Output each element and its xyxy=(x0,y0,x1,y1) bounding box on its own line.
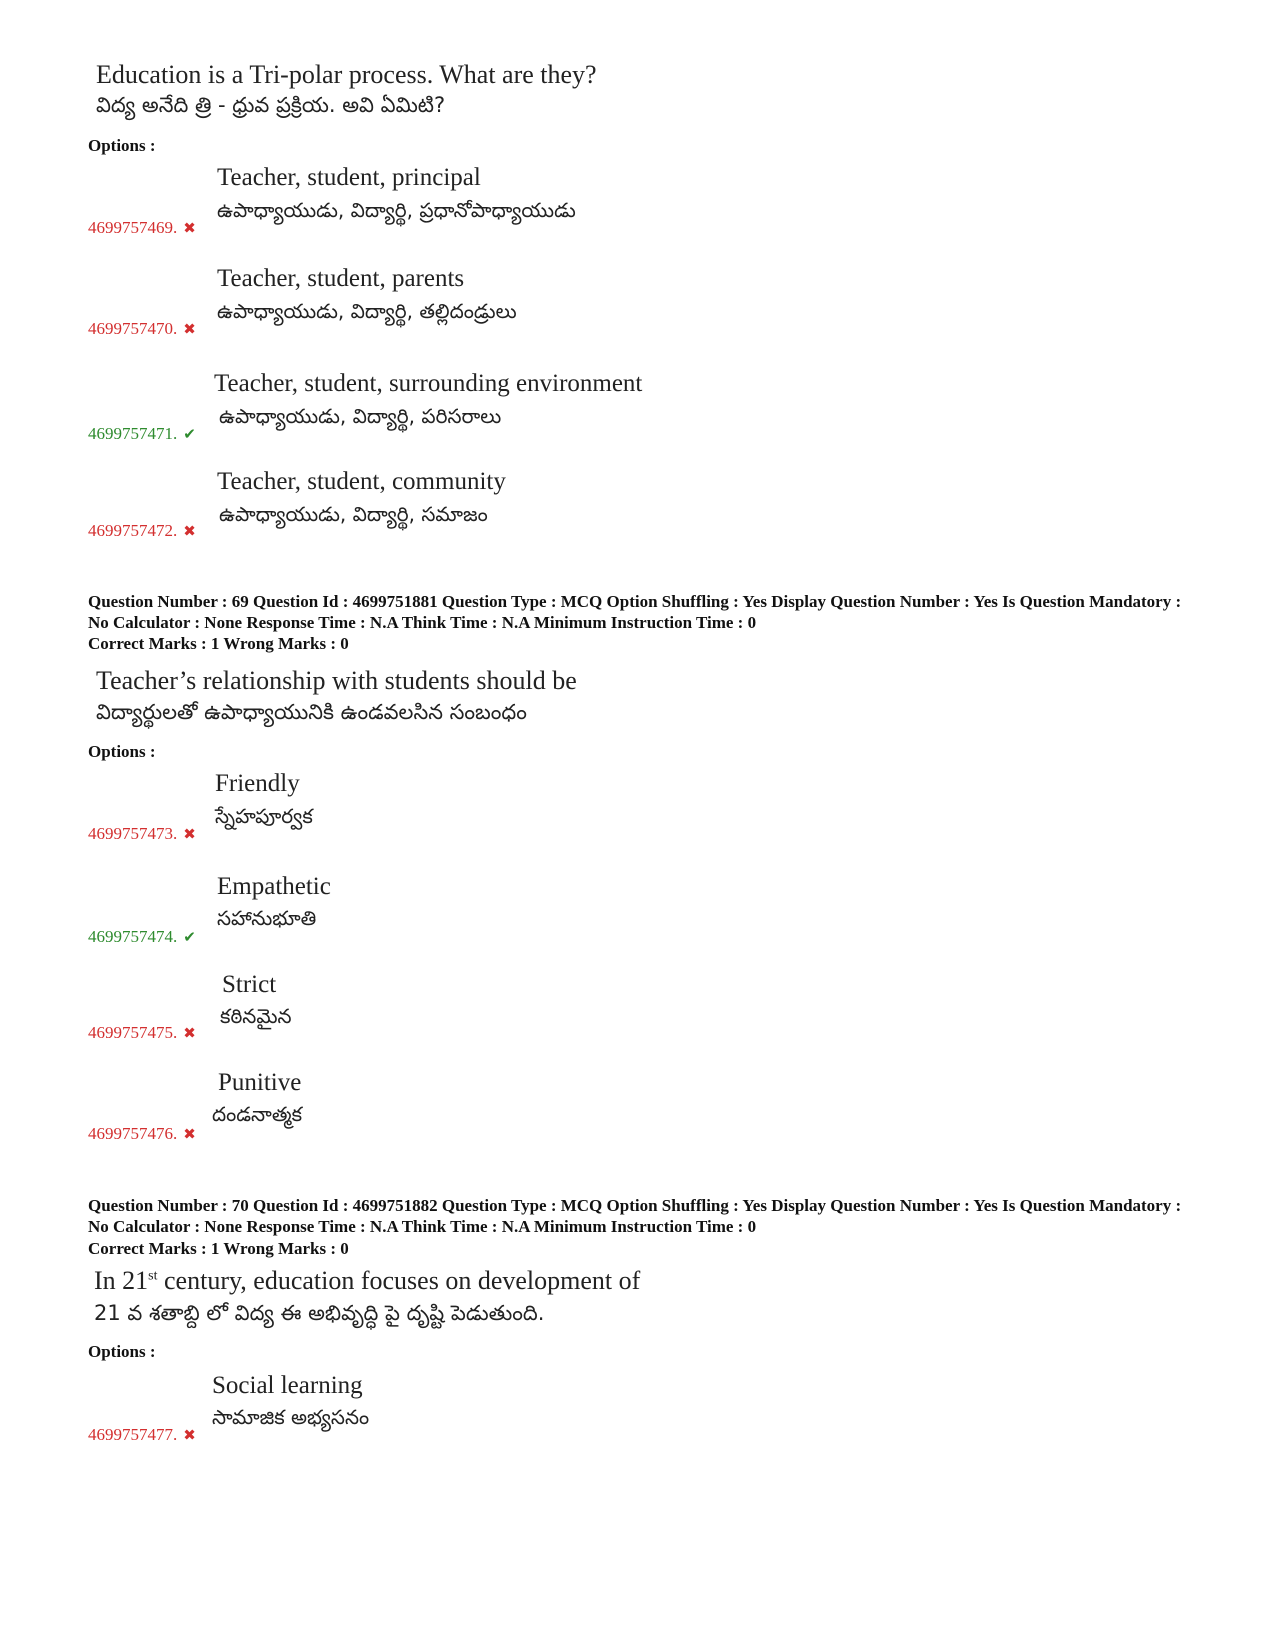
option-text-en: Teacher, student, surrounding environment xyxy=(214,370,643,397)
option-text-te: సహానుభూతి xyxy=(217,906,317,930)
option-text-te: ఉపాధ్యాయుడు, విద్యార్థి, ప్రధానోపాధ్యాయుడు xyxy=(217,198,576,222)
option-text-en: Teacher, student, parents xyxy=(217,265,465,292)
cross-icon: ✖ xyxy=(183,320,196,338)
question-text-te: విద్యార్థులతో ఉపాధ్యాయునికి ఉండవలసిన సంబంధం xyxy=(96,700,527,724)
check-icon: ✔ xyxy=(183,425,196,443)
option-text-en: Teacher, student, principal xyxy=(217,164,481,191)
question-text-te: విద్య అనేది త్రి - ధ్రువ ప్రక్రియ. అవి ఏమిటి? xyxy=(96,93,446,117)
option-id: 4699757472. ✖ xyxy=(88,521,196,540)
question-meta: Question Number : 70 Question Id : 4699751882 Question Type : MCQ Option Shuffling : Yes Display Question Number : Yes Is Question Mandatory : No Calculator : None Response Time : N.A Think Time : N.A Minimum Instruction Time : 0 xyxy=(88,1196,1182,1236)
cross-icon: ✖ xyxy=(183,1426,196,1444)
option-id: 4699757473. ✖ xyxy=(88,824,196,843)
options-label: Options : xyxy=(88,742,156,761)
options-label: Options : xyxy=(88,1342,156,1361)
options-label: Options : xyxy=(88,136,156,155)
option-text-te: స్నేహపూర్వక xyxy=(215,804,313,828)
option-text-en: Punitive xyxy=(218,1069,302,1096)
option-text-en: Friendly xyxy=(215,770,300,797)
option-text-en: Social learning xyxy=(212,1372,363,1399)
question-marks: Correct Marks : 1 Wrong Marks : 0 xyxy=(88,1239,349,1258)
option-id: 4699757474. ✔ xyxy=(88,927,196,946)
option-text-te: ఉపాధ్యాయుడు, విద్యార్థి, సమాజం xyxy=(219,502,488,526)
option-id: 4699757477. ✖ xyxy=(88,1425,196,1444)
option-text-en: Teacher, student, community xyxy=(217,468,506,495)
question-text-en: In 21st century, education focuses on development of xyxy=(94,1266,641,1295)
option-text-en: Empathetic xyxy=(217,873,331,900)
option-text-te: సామాజిక అభ్యసనం xyxy=(212,1405,370,1429)
option-id: 4699757471. ✔ xyxy=(88,424,196,443)
cross-icon: ✖ xyxy=(183,1125,196,1143)
option-id: 4699757470. ✖ xyxy=(88,319,196,338)
cross-icon: ✖ xyxy=(183,825,196,843)
option-id: 4699757475. ✖ xyxy=(88,1023,196,1042)
question-meta: Question Number : 69 Question Id : 4699751881 Question Type : MCQ Option Shuffling : Yes Display Question Number : Yes Is Question Mandatory : No Calculator : None Response Time : N.A Think Time : N.A Minimum Instruction Time : 0 xyxy=(88,592,1182,632)
option-text-te: ఉపాధ్యాయుడు, విద్యార్థి, పరిసరాలు xyxy=(219,404,502,428)
question-marks: Correct Marks : 1 Wrong Marks : 0 xyxy=(88,634,349,653)
question-text-en: Education is a Tri-polar process. What are they? xyxy=(96,60,597,89)
option-text-te: కఠినమైన xyxy=(220,1004,292,1028)
check-icon: ✔ xyxy=(183,928,196,946)
option-text-en: Strict xyxy=(222,971,277,998)
cross-icon: ✖ xyxy=(183,522,196,540)
cross-icon: ✖ xyxy=(183,219,196,237)
cross-icon: ✖ xyxy=(183,1024,196,1042)
question-text-en: Teacher’s relationship with students should be xyxy=(96,666,577,695)
question-text-te: 21 వ శతాబ్ది లో విద్య ఈ అభివృద్ధి పై దృష్టి పెడుతుంది. xyxy=(94,1301,545,1325)
option-id: 4699757476. ✖ xyxy=(88,1124,196,1143)
option-text-te: ఉపాధ్యాయుడు, విద్యార్థి, తల్లిదండ్రులు xyxy=(217,299,517,323)
option-text-te: దండనాత్మక xyxy=(212,1102,303,1126)
option-id: 4699757469. ✖ xyxy=(88,218,196,237)
